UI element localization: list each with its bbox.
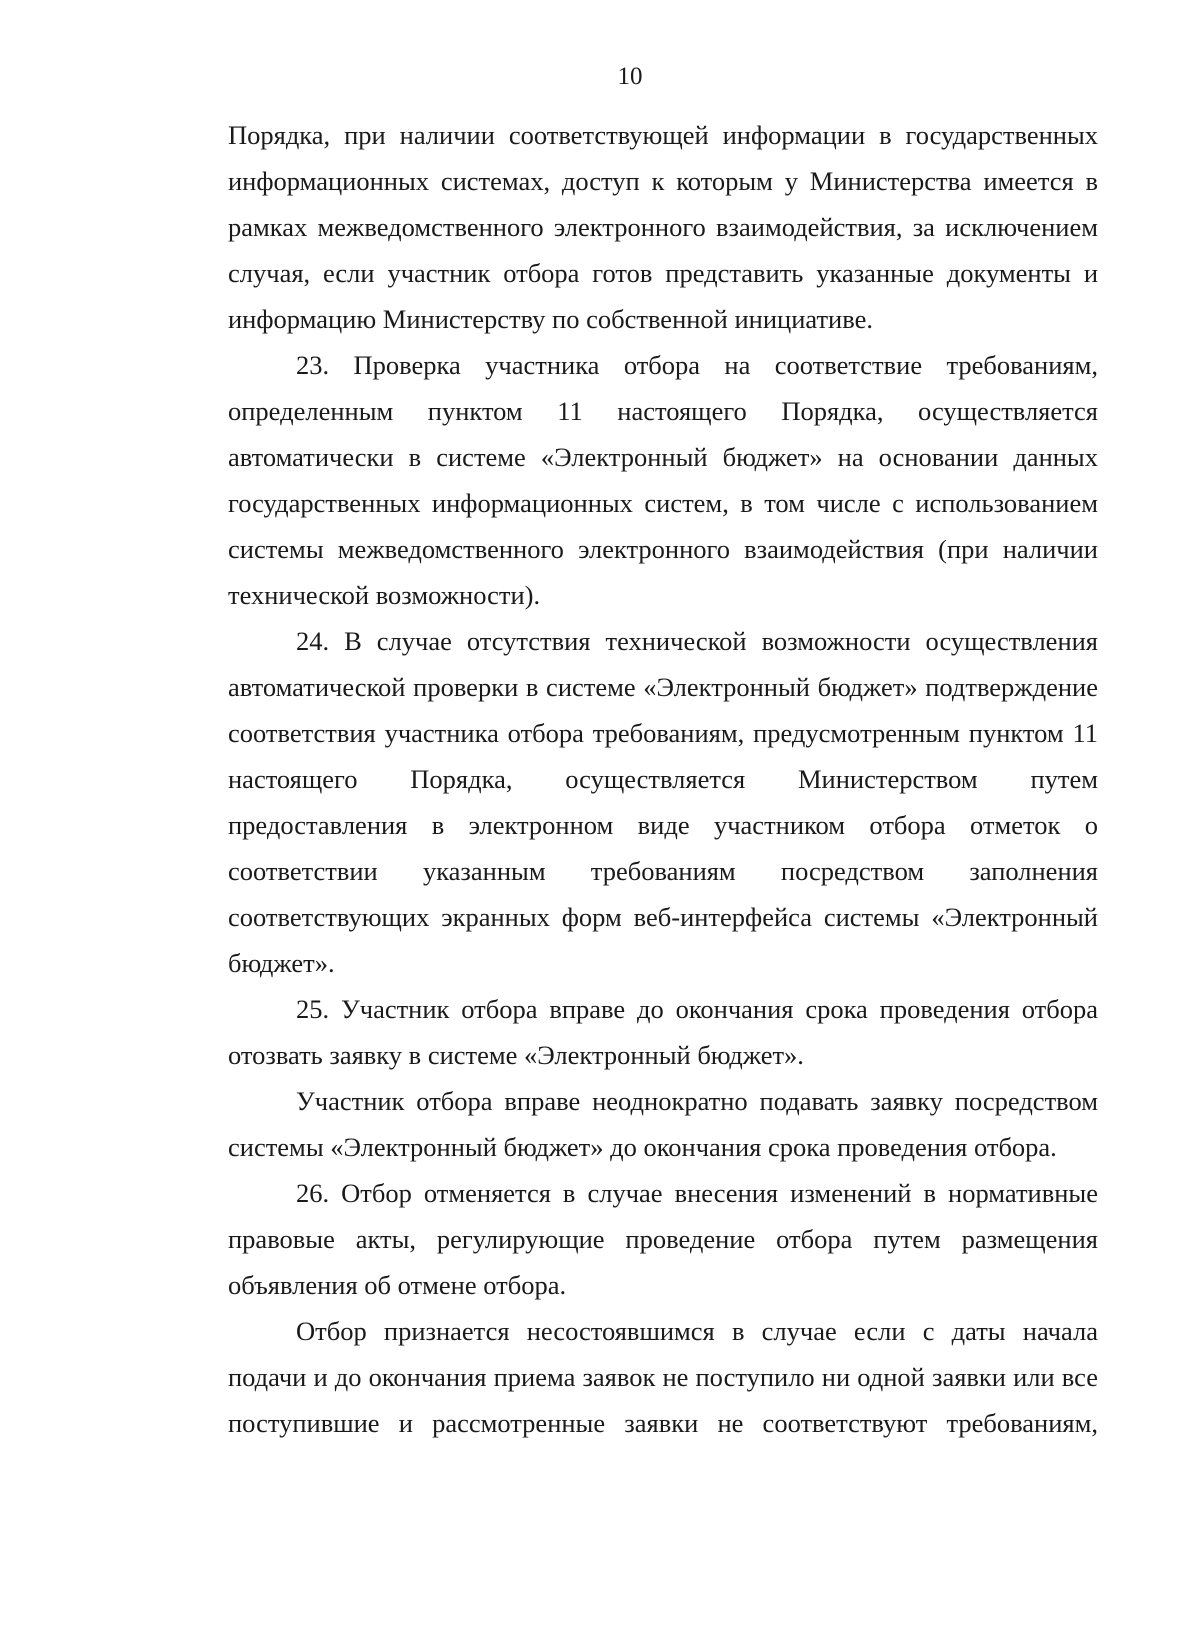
paragraph-26-second: Отбор признается несостоявшимся в случае если с даты начала подачи и до окончания приема заявок не поступило ни одной заявки или все поступившие и рассмотренные заявки не соответствуют требованиям, xyxy=(228,1316,1098,1438)
document-body xyxy=(228,112,1098,1446)
paragraph-24: 24. В случае отсутствия технической возможности осуществления автоматической проверки в системе «Электронный бюджет» подтверждение соответствия участника отбора требованиям, предусмотренным пунктом 11 настоящего Порядка, осуществляется Министерством путем предоставления в электронном виде участником отбора отметок о соответствии указанным требованиям посредством заполнения соответствующих экранных форм веб-интерфейса системы «Электронный бюджет». xyxy=(228,626,1098,978)
paragraph-26: 26. Отбор отменяется в случае внесения изменений в нормативные правовые акты, регулирующие проведение отбора путем размещения объявления об отмене отбора. xyxy=(228,1178,1098,1300)
paragraph-continuation: Порядка, при наличии соответствующей информации в государственных информационных системах, доступ к которым у Министерства имеется в рамках межведомственного электронного взаимодействия, за исключением случая, если участник отбора готов представить указанные документы и информацию Министерству по собственной инициативе. xyxy=(228,120,1098,334)
paragraph-23: 23. Проверка участника отбора на соответствие требованиям, определенным пунктом 11 настоящего Порядка, осуществляется автоматически в системе «Электронный бюджет» на основании данных государственных информационных систем, в том числе с использованием системы межведомственного электронного взаимодействия (при наличии технической возможности). xyxy=(228,350,1098,610)
paragraph-25: 25. Участник отбора вправе до окончания срока проведения отбора отозвать заявку в системе «Электронный бюджет». xyxy=(228,994,1098,1070)
page-number: 10 xyxy=(617,63,643,90)
paragraph-25-second: Участник отбора вправе неоднократно подавать заявку посредством системы «Электронный бюджет» до окончания срока проведения отбора. xyxy=(228,1086,1098,1162)
